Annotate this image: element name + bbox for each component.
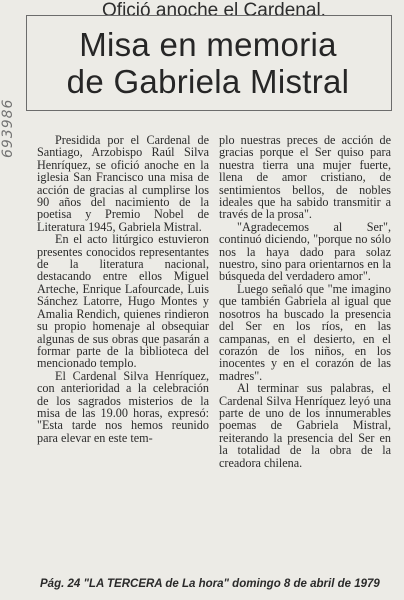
paragraph: Al terminar sus palabras, el Cardenal Silva Henríquez leyó una parte de uno de los innumerables poemas de Gabriela Mistral, reiterando la presencia del Ser en la totalidad de la obra de la creadora chilena. — [219, 381, 391, 470]
paragraph: plo nuestras preces de acción de gracias porque el Ser quiso para nuestra tierra una mujer fuerte, llena de amor cristiano, de sentimientos bellos, de nobles ideales que ha sabido transmitir a través de la prosa". — [219, 134, 391, 222]
kicker: Ofició anoche el Cardenal. — [102, 0, 326, 21]
headline-line-2: de Gabriela Mistral — [66, 63, 350, 100]
paragraph: "Agradecemos al Ser", continuó diciendo, "porque no sólo nos la haya dado para solaz nuestro, sino para orientarnos en la búsqueda del verdadero amor". — [219, 219, 391, 284]
paragraph: En el acto litúrgico estuvieron presentes conocidos representantes de la literatura nacional, destacando entre ellos Miguel Arteche, Enrique Lafourcade, Luis Sánchez Latorre, Hugo Montes y Amalia Rendich, quienes rindieron su propio homenaje al obsequiar algunas de sus obras que pasarán a formar parte de la biblioteca del mencionado templo. — [37, 232, 209, 371]
headline-line-1: Misa en memoria — [79, 26, 337, 63]
handwritten-archive-number: 693986 — [0, 98, 16, 158]
article-column-1 — [37, 134, 209, 574]
article-column-2 — [219, 134, 391, 574]
page-footer: Pág. 24 "LA TERCERA de La hora" domingo 8 de abril de 1979 — [40, 578, 380, 590]
article-body — [37, 134, 403, 574]
paragraph: Presidida por el Cardenal de Santiago, Arzobispo Raúl Silva Henríquez, se ofició anoche en la iglesia San Francisco una misa de acción de gracias al cumplirse los 90 años del nacimiento de la poetisa y Premio Nobel de Literatura 1945, Gabriela Mistral. — [37, 134, 209, 234]
paragraph: El Cardenal Silva Henríquez, con anterioridad a la celebración de los sagrados misterios de la misa de las 19.00 horas, expresó: "Esta tarde nos hemos reunido para elevar en este tem- — [37, 368, 209, 445]
paragraph: Luego señaló que "me imagino que también Gabriela al igual que nosotros ha buscado la presencia del Ser en los ríos, en las campanas, en el desierto, en el corazón de los niños, en los inocentes y en el corazón de las madres". — [219, 281, 391, 383]
